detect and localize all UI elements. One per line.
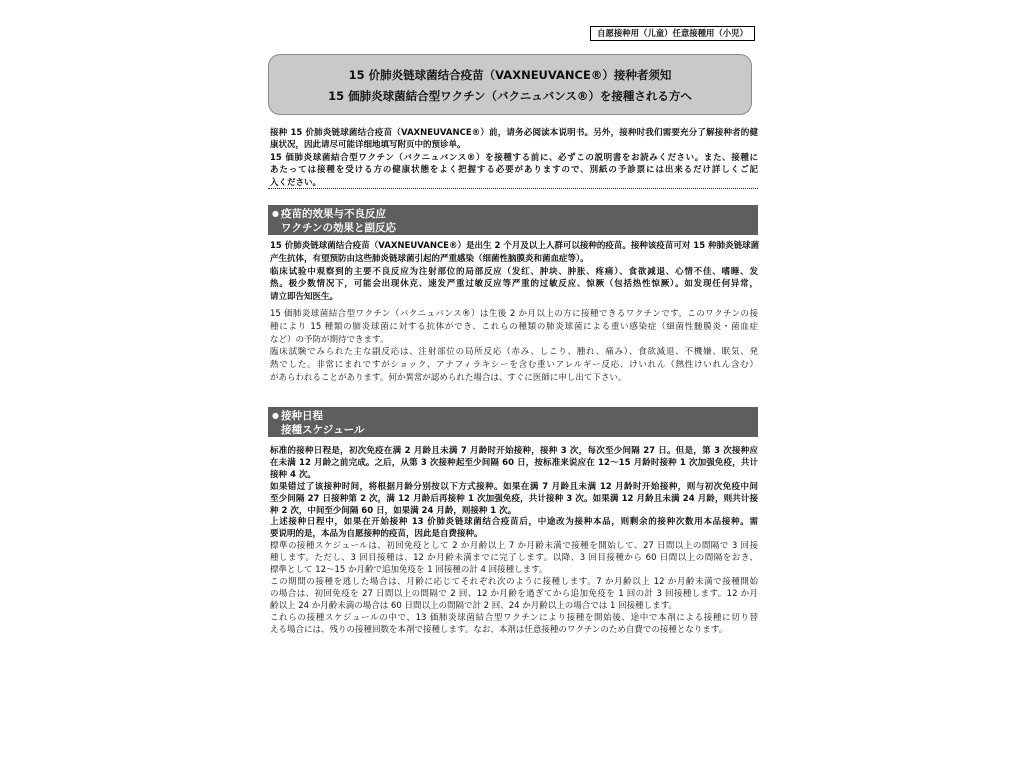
section-header-schedule [268,407,758,437]
text-line: 標準の接種スケジュールは、初回免疫として 2 か月齢以上 7 か月齢未満で接種を開始して、27 日間以上の間隔で 3 回接 [270,541,758,552]
text-line: 至少间隔 27 日接种第 2 次，满 12 月龄后再接种 1 次加强免疫，共计接种 3 次。如果满 12 月龄且未满 24 月龄，则共计接 [270,493,758,504]
paragraph [270,152,758,189]
section-heading-ja: ワクチンの効果と副反応 [281,222,396,234]
text-line: 临床试验中观察到的主要不良反应为注射部位的局部反应（发红、肿块、肿胀、疼痛）、食欲减退、心情不佳、嗜睡、发 [270,266,758,277]
paragraph [270,446,758,482]
text-line: あたっては接種を受ける方の健康状態をよく把握する必要がありますので、別紙の予診票には出来るだけ詳しくご記 [270,165,758,176]
paragraph [270,346,758,384]
text-line: 接种 15 价肺炎链球菌结合疫苗（VAXNEUVANCE®）前，请务必阅读本说明书。另外，接种时我们需要充分了解接种者的健 [270,128,758,138]
text-line: 请立即告知医生。 [270,292,339,303]
text-line: 15 価肺炎球菌結合型ワクチン（バクニュバンス®）は生後 2 か月以上の方に接種できるワクチンです。このワクチンの接 [270,309,758,319]
schedule-text-ja [270,541,758,636]
title-zh: 15 价肺炎链球菌结合疫苗（VAXNEUVANCE®）接种者须知 [348,68,672,82]
paragraph [270,308,758,346]
schedule-text-zh [270,446,758,541]
text-line: 在未满 12 月龄之前完成。之后，从第 3 次接种起至少间隔 60 日，按标准来说应在 12～15 月龄时接种 1 次加强免疫，共计 [270,457,758,468]
section-heading-row [268,409,758,423]
paragraph [270,613,758,637]
text-line: 入ください。 [270,177,322,188]
text-line: 標準として 12～15 か月齢で追加免疫を 1 回接種の計 4 回接種します。 [270,565,548,575]
text-line: これらの接種スケジュールの中で、13 価肺炎球菌結合型ワクチンにより接種を開始後、途中で本剤による接種に切り替 [270,612,758,623]
title-box [268,54,752,115]
paragraph [270,482,758,518]
section-heading-zh: 疫苗的效果与不良反应 [281,208,386,220]
text-line: の場合は、初回免疫を 27 日間以上の間隔で 2 回、12 か月齢を過ぎてから追加免疫を 1 回の計 3 回接種します。12 か月 [270,588,758,599]
text-line: この期間の接種を逃した場合は、月齢に応じてそれぞれ次のように接種します。7 か月齢以上 12 か月齢未満で接種開始 [270,576,758,587]
section-header-effects [268,205,758,235]
text-line: 齢以上 24 か月齢未満の場合は 60 日間以上の間隔で計 2 回、24 か月齢以上の場合では 1 回接種します。 [270,600,677,611]
paragraph [270,266,758,304]
section-heading-zh: 接种日程 [281,410,323,422]
text-line: 接种 4 次。 [270,469,316,480]
usage-tag: 自愿接种用（儿童）任意接種用（小児） [590,26,755,41]
dotted-divider [268,188,758,189]
section-heading-row [268,207,758,221]
paragraph [270,577,758,613]
text-line: 臨床試験でみられた主な副反応は、注射部位の局所反応（赤み、しこり、腫れ、痛み）、食欲減退、不機嫌、眠気、発 [270,347,758,358]
text-line: える場合には、残りの接種回数を本剤で接種します。なお、本剤は任意接種のワクチンのため自費での接種となります。 [270,624,728,635]
text-line: 热。极少数情况下，可能会出现休克、速发严重过敏反应等严重的过敏反应、惊厥（包括热性惊厥）。如发现任何异常， [270,279,758,290]
text-line: 标准的接种日程是，初次免疫在满 2 月龄且未满 7 月龄时开始接种，接种 3 次，每次至少间隔 27 日。但是，第 3 次接种应 [270,446,758,456]
text-line: 熱でした。非常にまれですがショック、アナフィラキシーを含む重いアレルギー反応、けいれん（熱性けいれん含む） [270,360,758,371]
bullet-icon: ● [272,209,279,218]
text-line: 15 価肺炎球菌結合型ワクチン（バクニュバンス®）を接種する前に、必ずこの説明書をお読みください。また、接種に [270,152,758,163]
effects-text-zh [270,240,758,304]
paragraph [270,517,758,541]
text-line: など）の予防が期待できます。 [270,334,389,345]
text-line: 15 价肺炎链球菌结合疫苗（VAXNEUVANCE®）是出生 2 个月及以上人群可以接种的疫苗。接种该疫苗可对 15 种肺炎链球菌 [270,241,760,251]
paragraph [270,541,758,577]
text-line: 上述接种日程中，如果在开始接种 13 价肺炎链球菌结合疫苗后，中途改为接种本品，则剩余的接种次数用本品接种。需 [270,517,758,528]
section-heading-ja: 接種スケジュール [281,424,365,436]
text-line: 要说明的是，本品为自愿接种的疫苗，因此是自费接种。 [270,529,483,540]
text-line: 如果错过了该接种时间，将根据月龄分别按以下方式接种。如果在满 7 月龄且未满 12 月龄时开始接种，则与初次免疫中间 [270,481,758,492]
paragraph [270,240,758,266]
text-line: 種により 15 種類の肺炎球菌に対する抗体ができ、これらの種類の肺炎球菌による重い感染症（細菌性髄膜炎・菌血症 [270,321,758,332]
intro-notice [270,127,758,189]
bullet-icon: ● [272,411,279,420]
title-ja: 15 価肺炎球菌結合型ワクチン（バクニュバンス®）を接種される方へ [328,89,692,103]
text-line: 种 2 次，中间至少间隔 60 日，如果满 24 月龄，则接种 1 次。 [270,505,517,516]
text-line: 康状况，因此请尽可能详细地填写附页中的预诊单。 [270,140,466,151]
text-line: 产生抗体，有望预防由这些肺炎链球菌引起的严重感染（细菌性脑膜炎和菌血症等）。 [270,253,589,264]
text-line: 種します。ただし、3 回目接種は、12 か月齢未満までに完了します。以降、3 回目接種から 60 日間以上の間隔をおき、 [270,553,758,564]
text-line: があらわれることがあります。何か異常が認められた場合は、すぐに医師に申し出て下さい。 [270,372,627,383]
effects-text-ja [270,308,758,385]
paragraph [270,127,758,152]
